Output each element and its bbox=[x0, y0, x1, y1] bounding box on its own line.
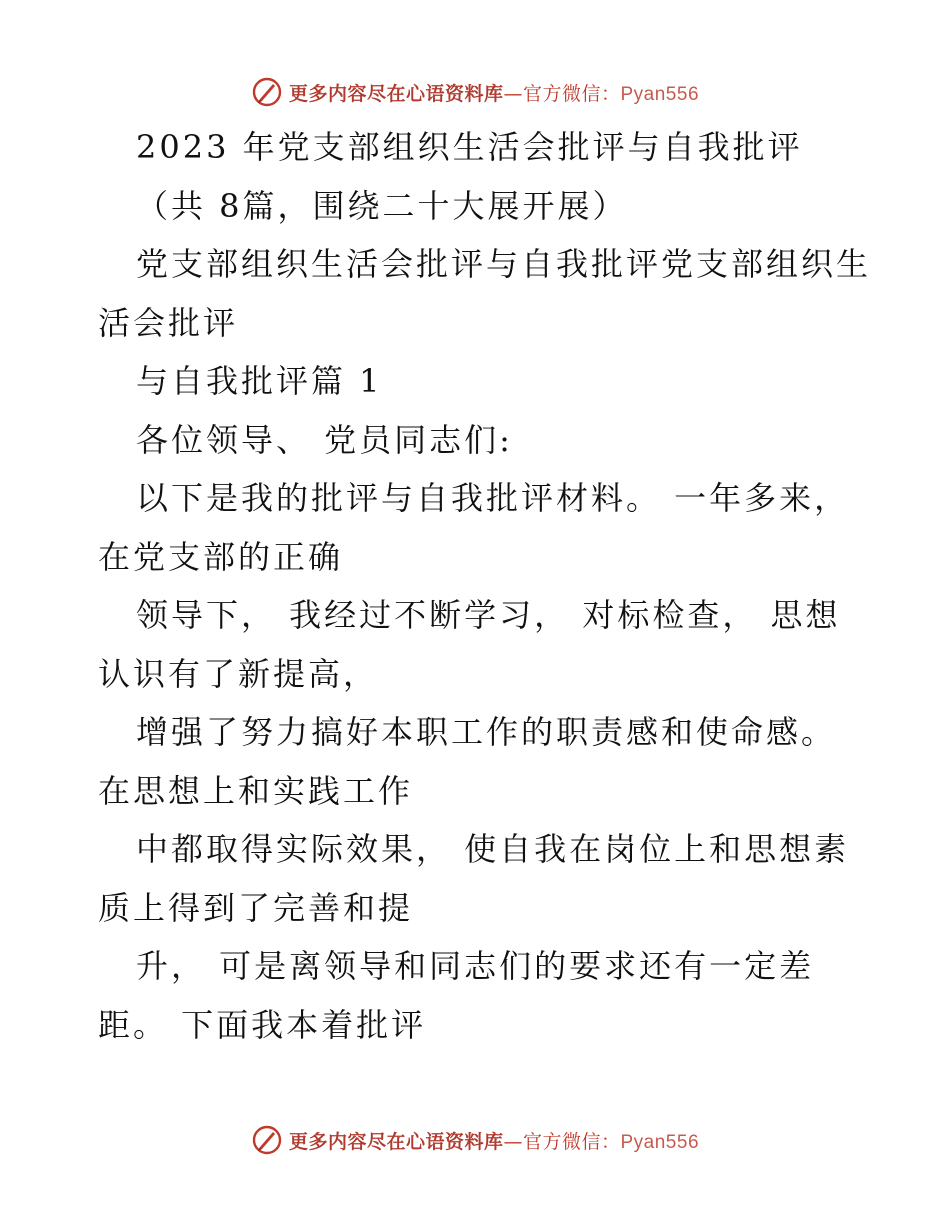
paragraph-line: 在思想上和实践工作 bbox=[98, 771, 414, 810]
watermark-official: 官方微信： bbox=[522, 82, 621, 105]
document-body bbox=[98, 118, 872, 1054]
paragraph-line: 2023 年党支部组织生活会批评与自我批评 bbox=[136, 128, 803, 166]
watermark-id: Pyan556 bbox=[620, 1131, 700, 1153]
watermark-dash: — bbox=[503, 82, 523, 105]
paragraph-line: 质上得到了完善和提 bbox=[98, 888, 414, 927]
paragraph-line: 中都取得实际效果， 使自我在岗位上和思想素 bbox=[136, 830, 850, 868]
watermark-text bbox=[289, 1127, 699, 1154]
paragraph-line: 与自我批评篇 1 bbox=[136, 362, 383, 400]
watermark-official: 官方微信： bbox=[522, 1130, 621, 1153]
watermark-main: 更多内容尽在心语资料库 bbox=[288, 1130, 504, 1153]
paragraph-line: 活会批评 bbox=[98, 303, 239, 342]
paragraph-line: 以下是我的批评与自我批评材料。 一年多来， bbox=[136, 479, 850, 517]
watermark-text bbox=[289, 79, 699, 106]
paragraph-line: 在党支部的正确 bbox=[98, 537, 344, 576]
quill-logo-icon bbox=[251, 1124, 283, 1156]
paragraph-line: 升， 可是离领导和同志们的要求还有一定差 bbox=[136, 947, 815, 985]
quill-logo-icon bbox=[251, 76, 283, 108]
paragraph-line: （共 8篇，围绕二十大展开展） bbox=[136, 186, 628, 225]
header-watermark bbox=[0, 72, 950, 112]
paragraph-line: 认识有了新提高， bbox=[98, 654, 379, 693]
paragraph-line: 各位领导、 党员同志们: bbox=[136, 420, 513, 459]
paragraph-line: 领导下， 我经过不断学习， 对标检查， 思想 bbox=[136, 596, 841, 634]
paragraph-line: 距。 下面我本着批评 bbox=[98, 1005, 427, 1044]
paragraph-line: 增强了努力搞好本职工作的职责感和使命感。 bbox=[136, 713, 837, 751]
watermark-dash: — bbox=[503, 1130, 523, 1153]
watermark-main: 更多内容尽在心语资料库 bbox=[288, 82, 504, 105]
watermark-id: Pyan556 bbox=[620, 83, 700, 105]
paragraph-line: 党支部组织生活会批评与自我批评党支部组织生 bbox=[136, 245, 872, 283]
footer-watermark bbox=[0, 1120, 950, 1160]
